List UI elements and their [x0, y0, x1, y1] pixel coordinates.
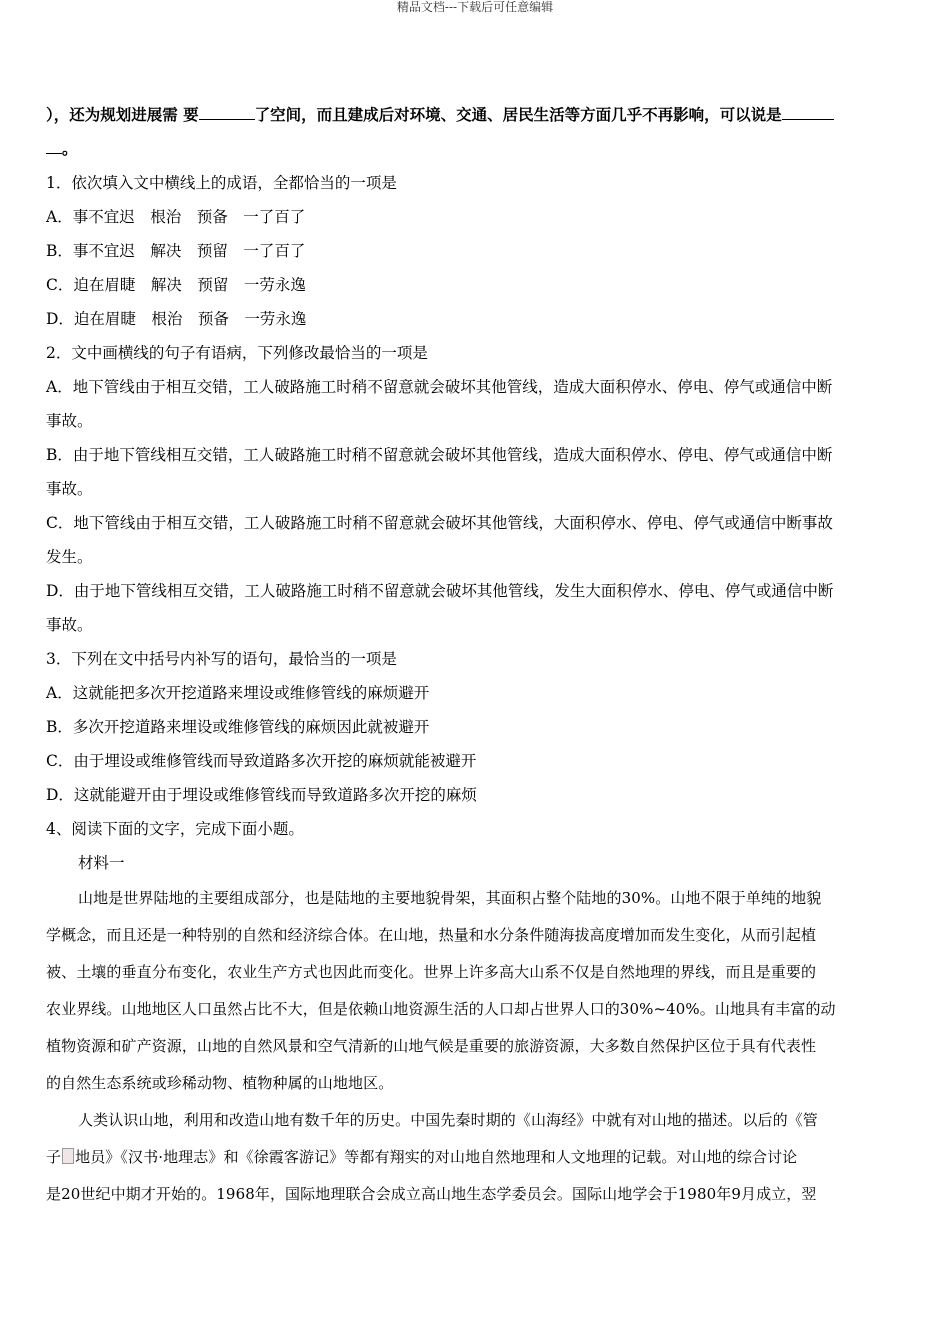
- fill-blank: [199, 103, 255, 120]
- intro-text-2: 了空间，而且建成后对环境、交通、居民生活等方面几乎不再影响，可以说是: [254, 105, 782, 124]
- material-passage: [46, 880, 902, 1213]
- question-2-option-d-line2: 事故。: [46, 616, 93, 634]
- passage-line: 学概念，而且还是一种特别的自然和经济综合体。在山地，热量和水分条件随海拔高度增加而发生变化，从而引起植: [46, 926, 817, 944]
- passage-line: 山地是世界陆地的主要组成部分，也是陆地的主要地貌骨架，其面积占整个陆地的30%。山地不限于单纯的地貌: [78, 889, 822, 907]
- question-2-option-b-line2: 事故。: [46, 480, 93, 498]
- question-2-option-b-line1: B．由于地下管线相互交错，工人破路施工时稍不留意就会破坏其他管线，造成大面积停水、停电、停气或通信中断: [46, 446, 833, 464]
- missing-glyph-icon: [62, 1148, 74, 1164]
- question-1-stem: 1．依次填入文中横线上的成语，全都恰当的一项是: [46, 174, 397, 192]
- question-4-stem: 4、阅读下面的文字，完成下面小题。: [46, 820, 304, 838]
- question-2-option-c-line2: 发生。: [46, 548, 93, 566]
- question-2-option-c-line1: C．地下管线由于相互交错，工人破路施工时稍不留意就会破坏其他管线，大面积停水、停电、停气或通信中断事故: [46, 514, 833, 532]
- passage-text: 地员》《汉书·地理志》和《徐霞客游记》等都有翔实的对山地自然地理和人文地理的记载。对山地的综合讨论: [75, 1148, 798, 1166]
- question-3-option-d: D．这就能避开由于埋设或维修管线而导致道路多次开挖的麻烦: [46, 786, 477, 804]
- question-2-option-d-line1: D．由于地下管线相互交错，工人破路施工时稍不留意就会破坏其他管线，发生大面积停水、停电、停气或通信中断: [46, 582, 834, 600]
- question-1-option-a: A．事不宜迟 根治 预备 一了百了: [46, 208, 306, 226]
- fill-blank: [46, 137, 62, 154]
- passage-text: 子: [46, 1148, 62, 1166]
- passage-line: 农业界线。山地地区人口虽然占比不大，但是依赖山地资源生活的人口却占世界人口的30%~40%。山地具有丰富的动: [46, 1000, 836, 1018]
- passage-line: 植物资源和矿产资源，山地的自然风景和空气清新的山地气候是重要的旅游资源，大多数自然保护区位于具有代表性: [46, 1037, 817, 1055]
- passage-line: 人类认识山地，利用和改造山地有数千年的历史。中国先秦时期的《山海经》中就有对山地的描述。以后的《管: [78, 1111, 818, 1129]
- question-1-option-b: B．事不宜迟 解决 预留 一了百了: [46, 242, 306, 260]
- question-1-option-d: D．迫在眉睫 根治 预备 一劳永逸: [46, 310, 307, 328]
- passage-line: 被、土壤的垂直分布变化，农业生产方式也因此而变化。世界上许多高大山系不仅是自然地理的界线，而且是重要的: [46, 963, 817, 981]
- passage-line: 的自然生态系统或珍稀动物、植物种属的山地地区。: [46, 1074, 394, 1092]
- passage-line: [46, 1139, 902, 1176]
- intro-end: 。: [62, 139, 78, 158]
- passage-line: 是20世纪中期才开始的。1968年，国际地理联合会成立高山地生态学委员会。国际山地学会于1980年9月成立，翌: [46, 1185, 817, 1203]
- question-1-option-c: C．迫在眉睫 解决 预留 一劳永逸: [46, 276, 306, 294]
- question-3-option-a: A．这就能把多次开挖道路来埋设或维修管线的麻烦避开: [46, 684, 430, 702]
- question-2-stem: 2．文中画横线的句子有语病，下列修改最恰当的一项是: [46, 344, 428, 362]
- fill-blank: [782, 103, 834, 120]
- intro-text-1: ），还为规划进展需 要: [46, 105, 199, 124]
- watermark-header: 精品文档---下载后可任意编辑: [396, 0, 554, 14]
- intro-line-2: [46, 132, 902, 166]
- material-title: 材料一: [78, 854, 125, 872]
- intro-line-1: [46, 98, 902, 132]
- question-2-option-a-line1: A．地下管线由于相互交错，工人破路施工时稍不留意就会破坏其他管线，造成大面积停水、停电、停气或通信中断: [46, 378, 833, 396]
- question-2-option-a-line2: 事故。: [46, 412, 93, 430]
- question-3-stem: 3．下列在文中括号内补写的语句，最恰当的一项是: [46, 650, 397, 668]
- question-3-option-b: B．多次开挖道路来埋设或维修管线的麻烦因此就被避开: [46, 718, 430, 736]
- question-3-option-c: C．由于埋设或维修管线而导致道路多次开挖的麻烦就能被避开: [46, 752, 477, 770]
- document-body: [46, 98, 902, 1213]
